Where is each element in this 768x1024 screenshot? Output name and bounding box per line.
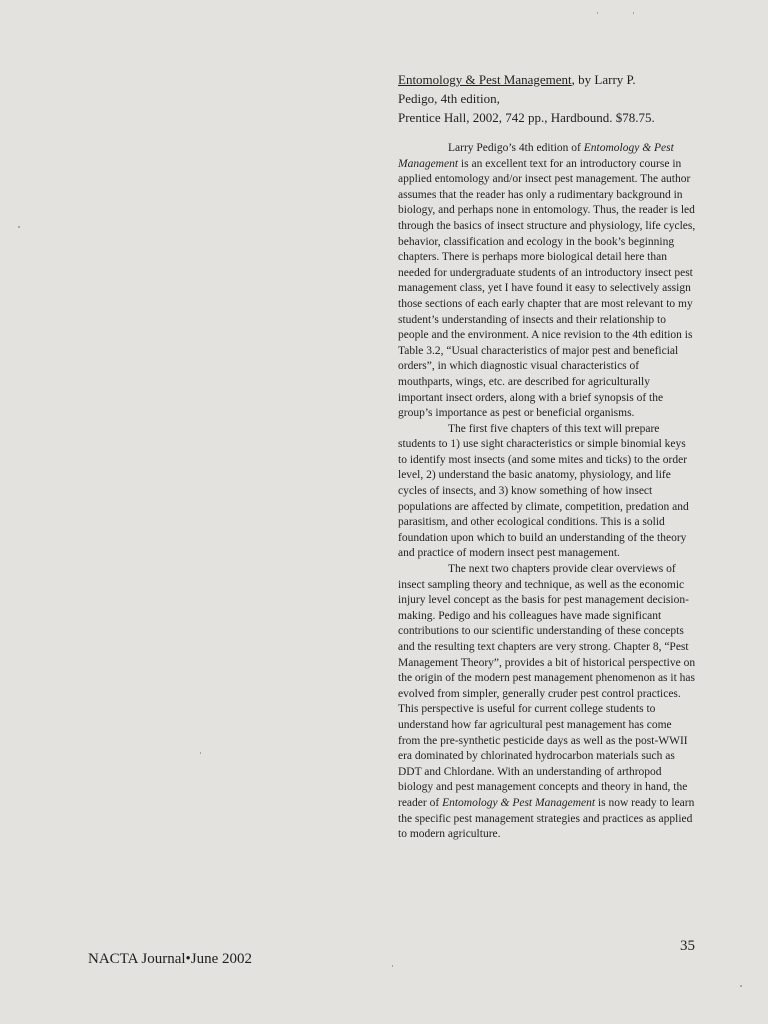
scan-speck [740, 985, 742, 987]
citation-line-3: Prentice Hall, 2002, 742 pp., Hardbound. $78.75. [398, 110, 655, 125]
citation-author: , by Larry P. [571, 72, 636, 87]
page-number: 35 [680, 938, 695, 954]
book-citation [398, 70, 696, 127]
paragraph-3-ending: is now ready to learn the specific pest management strategies and practices as applied to modern agriculture. [398, 796, 695, 841]
review-body [398, 141, 696, 843]
book-title: Entomology & Pest Management [398, 72, 572, 87]
scan-speck [392, 965, 393, 967]
paragraph-3 [398, 562, 696, 843]
paragraph-3-book-title: Entomology & Pest Management [442, 796, 596, 809]
scan-speck [633, 12, 634, 14]
scan-speck [597, 12, 598, 14]
paragraph-1-text: is an excellent text for an introductory course in applied entomology and/or insect pest management. The author assumes that the reader has only a rudimentary background in biology, and perhaps none in entomology. Thus, the reader is led through the basics of insect structure and physiology, life cycles, behavior, classification and ecology in the book’s beginning chapters. There is perhaps more biological detail here than needed for undergraduate students of an introductory insect pest management class, yet I have found it easy to selectively assign those sections of each early chapter that are most relevant to my student’s understanding of insects and their relationship to people and the environment. A nice revision to the 4th edition is Table 3.2, “Usual characteristics of major pest and beneficial orders”, in which diagnostic visual characteristics of mouthparts, wings, etc. are described for agriculturally important insect orders, along with a brief synopsis of the group’s importance as pest or beneficial organisms. [398, 157, 696, 420]
paragraph-1-intro: Larry Pedigo’s 4th edition of [448, 142, 584, 154]
paragraph-1 [398, 141, 696, 422]
citation-line-1 [398, 70, 696, 89]
review-column [398, 70, 696, 843]
paragraph-3-text: The next two chapters provide clear overviews of insect sampling theory and technique, as well as the economic injury level concept as the basis for pest management decision-making. Pedigo and his colleagues have made significant contributions to our scientific understanding of these concepts and the resulting text chapters are very strong. Chapter 8, “Pest Management Theory”, provides a bit of historical perspective on the origin of the modern pest management phenomenon as it has evolved from simpler, generally cruder pest control practices. This perspective is useful for current college students to understand how far agricultural pest management has come from the pre-synthetic pesticide days as well as the post-WWII era dominated by chlorinated hydrocarbon materials such as DDT and Chlordane. With an understanding of arthropod biology and pest management concepts and theory in hand, the reader of [398, 563, 696, 809]
citation-line-2: Pedigo, 4th edition, [398, 91, 500, 106]
scan-speck [200, 752, 201, 754]
paragraph-1-book-title: Entomology & Pest Management [398, 142, 674, 170]
journal-footer: NACTA Journal•June 2002 [88, 951, 253, 967]
paragraph-2: The first five chapters of this text will prepare students to 1) use sight characteristics or simple binomial keys to identify most insects (and some mites and ticks) to the order level, 2) understand the basic anatomy, physiology, and life cycles of insects, and 3) know something of how insect populations are affected by climate, competition, predation and parasitism, and other ecological conditions. This is a solid foundation upon which to build an understanding of the theory and practice of modern insect pest management. [398, 422, 689, 560]
scan-speck [18, 226, 20, 228]
